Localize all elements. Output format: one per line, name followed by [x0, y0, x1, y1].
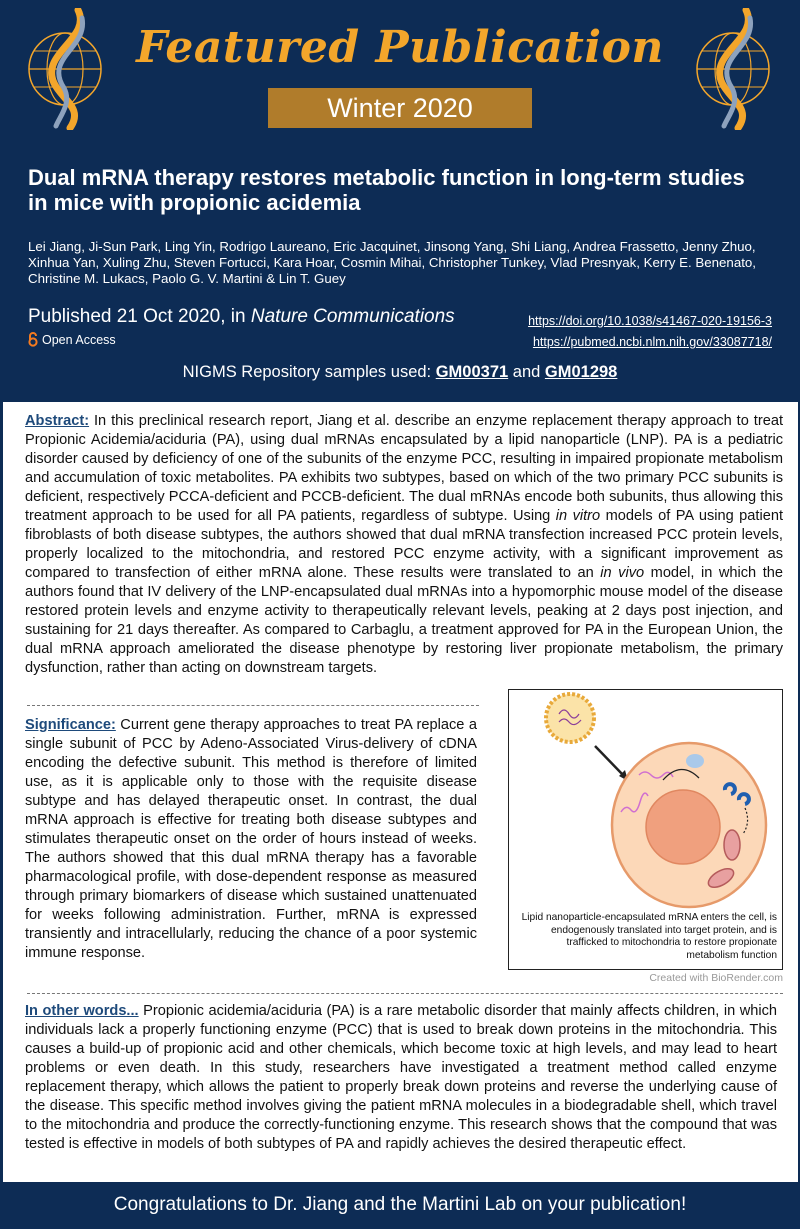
figure-caption: Lipid nanoparticle-encapsulated mRNA enters the cell, is endogenously translated into target protein, and is trafficked to mitochondria to restore propionate metabolism function	[521, 912, 777, 961]
doi-link[interactable]: https://doi.org/10.1038/s41467-020-19156-3	[528, 314, 772, 328]
abstract-italic-in-vitro: in vitro	[555, 508, 601, 524]
samples-and: and	[508, 363, 545, 381]
sample-link-gm01298[interactable]: GM01298	[544, 363, 618, 381]
content-panel	[3, 402, 798, 1182]
congratulations-footer: Congratulations to Dr. Jiang and the Martini Lab on your publication!	[0, 1183, 800, 1229]
season-badge: Winter 2020	[268, 88, 532, 128]
significance-section	[25, 716, 477, 963]
in-other-words-text: Propionic acidemia/aciduria (PA) is a rare metabolic disorder that mainly affects children, in which individuals lack a properly functioning enzyme (PCC) that is used to break down proteins in the mitochondria. This causes a build-up of propionic acid and other chemicals, which become toxic at high levels, and may lead to heart problems or even death. In this study, researchers have investigated a treatment method called enzyme replacement therapy, which allows the patient to properly break down proteins and reverse the underlying cause of the disease. This specific method involves giving the patient mRNA molecules in a biodegradable shell, which travel to the mitochondria and produce the correctly-functioning enzyme. This research shows that the compound that was tested is effective in models of both subtypes of PA and rapidly achieves the desired therapeutic effect.	[25, 1003, 778, 1152]
header-banner	[0, 0, 800, 400]
open-access-label: Open Access	[42, 332, 116, 347]
abstract-section	[25, 412, 783, 678]
abstract-italic-in-vivo: in vivo	[600, 565, 645, 581]
author-list: Lei Jiang, Ji-Sun Park, Ling Yin, Rodrigo Laureano, Eric Jacquinet, Jinsong Yang, Shi Liang, Andrea Frassetto, Jenny Zhuo, Xinhua Yan, Xuling Zhu, Steven Fortucci, Kara Hoar, Cosmin Mihai, Christopher Tunkey, Vlad Presnyak, Kerry E. Benenato, Christine M. Lukacs, Paolo G. V. Martini & Lin T. Guey	[28, 239, 756, 287]
abstract-text-3: model, in which the authors found that IV delivery of the LNP-encapsulated dual mRNAs into a hypomorphic mouse model of the disease restored protein levels and enzyme activity to therapeutically relevant levels, peaking at 2 days post injection, and sustaining for 21 days thereafter. As compared to Carbaglu, a treatment approved for PA in the European Union, the dual mRNA approach ameliorated the disease phenotype by restoring liver propionate metabolism, the primary dysfunction, rather than acting on downstream targets.	[25, 565, 783, 676]
mechanism-figure	[508, 689, 783, 970]
in-other-words-label: In other words...	[25, 1003, 139, 1019]
abstract-text-1: In this preclinical research report, Jiang et al. describe an enzyme replacement therapy approach to treat Propionic Acidemia/aciduria (PA), using dual mRNAs encapsulated by a lipid nanoparticle (LNP). PA is a pediatric disorder caused by deficiency of one of the subunits of the enzyme PCC, resulting in impaired propionate metabolism and accumulation of toxic metabolites. PA exhibits two subtypes, based on which of the two primary PCC subunits is deficient, respectively PCCA-deficient and PCCB-deficient. The dual mRNAs encode both subunits, thus allowing this treatment approach to be used for all PA patients, regardless of subtype. Using	[25, 413, 783, 524]
section-divider	[27, 993, 783, 994]
nucleus-icon	[646, 790, 720, 864]
ribosome-icon	[686, 754, 704, 768]
abstract-text-2: models of PA using patient fibroblasts of both disease subtypes, the authors showed that dual mRNA transfection increased PCC protein levels, properly localized to the mitochondria, and restored PCC enzyme activity, with a significant improvement as compared to transfection of either mRNA alone. These results were translated to an	[25, 508, 783, 581]
in-other-words-section	[25, 1002, 777, 1154]
samples-label: NIGMS Repository samples used:	[182, 363, 436, 381]
significance-text: Current gene therapy approaches to treat PA replace a single subunit of PCC by Adeno-Associated Virus-delivery of cDNA encoding the defective subunit. This method is therefore of limited use, as it is applicable only to those with the requisite disease subtype and has delayed therapeutic onset. In contrast, the dual mRNA approach is effective for treating both disease subtypes and stimulates therapeutic onset on the order of hours instead of weeks. The authors showed that this dual mRNA therapy has a favorable pharmacological profile, with dose-dependent response as measured through primary biomarkers of disease which sustained unattenuated for weeks following administration. Further, mRNA is expressed transiently and intracellularly, reducing the chance of a poor systemic immune response.	[25, 717, 477, 961]
samples-used	[0, 363, 800, 382]
mitochondrion-icon	[724, 830, 740, 860]
lipid-nanoparticle-icon	[546, 694, 594, 742]
pubmed-link[interactable]: https://pubmed.ncbi.nlm.nih.gov/33087718/	[532, 335, 772, 349]
article-links	[528, 311, 772, 353]
open-access-badge	[27, 332, 116, 347]
publication-info	[28, 306, 455, 328]
cell-diagram-illustration	[509, 690, 782, 910]
entry-arrow-icon	[595, 746, 624, 776]
sample-link-gm00371[interactable]: GM00371	[435, 363, 509, 381]
abstract-label: Abstract:	[25, 413, 90, 429]
journal-name: Nature Communications	[250, 306, 455, 327]
section-divider	[27, 705, 479, 706]
featured-publication-title: Featured Publication	[136, 22, 664, 73]
open-access-icon	[27, 332, 39, 347]
article-title: Dual mRNA therapy restores metabolic function in long-term studies in mice with propionic acidemia	[28, 165, 745, 215]
significance-label: Significance:	[25, 717, 116, 733]
published-date-text: Published 21 Oct 2020, in	[28, 306, 251, 327]
biorender-credit: Created with BioRender.com	[649, 972, 783, 984]
